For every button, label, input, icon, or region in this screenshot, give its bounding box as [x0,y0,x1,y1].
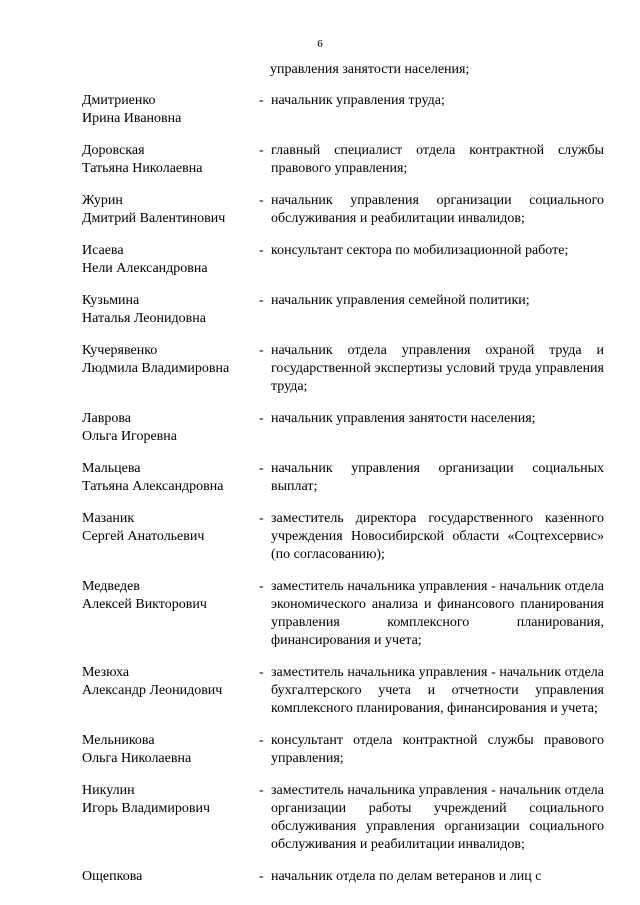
entry-dash: - [259,193,264,208]
person-given-name: Алексей Викторович [82,597,207,612]
entry-dash: - [259,243,264,258]
person-given-name: Татьяна Александровна [82,479,224,494]
person-surname: Кузьмина [82,293,140,308]
staff-entry [82,292,604,328]
staff-entry [82,782,604,854]
entry-dash: - [259,411,264,426]
person-name [82,510,259,564]
continued-position-text: управления занятости населения; [270,62,470,77]
person-surname: Мазаник [82,511,135,526]
staff-entry [82,460,604,496]
person-name [82,460,259,496]
entry-dash: - [259,511,264,526]
person-name [82,342,259,396]
person-given-name: Ольга Игоревна [82,429,177,444]
entry-dash: - [259,93,264,108]
person-surname: Исаева [82,243,124,258]
staff-entry [82,342,604,396]
person-name [82,868,259,886]
person-name [82,578,259,650]
staff-entry [82,510,604,564]
staff-entry [82,732,604,768]
entry-dash: - [259,665,264,680]
person-name [82,664,259,718]
person-name [82,242,259,278]
entry-dash: - [259,461,264,476]
person-surname: Журин [82,193,123,208]
entry-dash: - [259,343,264,358]
person-given-name: Ольга Николаевна [82,751,192,766]
person-position: консультант отдела контрактной службы правового управления; [271,733,604,766]
person-given-name: Александр Леонидович [82,683,223,698]
person-surname: Медведев [82,579,140,594]
person-name [82,410,259,446]
staff-list [82,92,604,886]
entry-dash: - [259,733,264,748]
person-given-name: Людмила Владимировна [82,361,230,376]
staff-entry [82,92,604,128]
person-surname: Мальцева [82,461,141,476]
person-given-name: Наталья Леонидовна [82,311,206,326]
staff-entry [82,242,604,278]
person-position: заместитель начальника управления - начальник отдела бухгалтерского учета и отчетности управления комплексного планирования, финансирования и учета; [271,665,604,716]
person-position: заместитель начальника управления - начальник отдела организации работы учреждений социального обслуживания управления организации социального обслуживания и реабилитации инвалидов; [271,783,604,852]
person-surname: Доровская [82,143,145,158]
person-given-name: Нели Александровна [82,261,208,276]
person-position: начальник управления организации социального обслуживания и реабилитации инвалидов; [271,193,604,226]
person-given-name: Дмитрий Валентинович [82,211,226,226]
person-position: заместитель директора государственного казенного учреждения Новосибирской области «Соцтехсервис» (по согласованию); [271,511,604,562]
staff-entry [82,142,604,178]
person-position: консультант сектора по мобилизационной работе; [271,243,569,258]
person-given-name: Сергей Анатольевич [82,529,205,544]
person-position: заместитель начальника управления - начальник отдела экономического анализа и финансового планирования управления комплексного планирования, финансирования и учета; [271,579,604,648]
person-name [82,142,259,178]
entry-dash: - [259,783,264,798]
person-name [82,192,259,228]
staff-entry [82,578,604,650]
entry-dash: - [259,579,264,594]
person-surname: Лаврова [82,411,131,426]
entry-dash: - [259,143,264,158]
person-surname: Никулин [82,783,135,798]
person-position: начальник отдела по делам ветеранов и лиц с [271,869,542,884]
person-surname: Дмитриенко [82,93,156,108]
entry-dash: - [259,869,264,884]
person-position: начальник управления труда; [271,93,445,108]
staff-entry [82,410,604,446]
person-name [82,92,259,128]
person-name [82,782,259,854]
person-position: главный специалист отдела контрактной службы правового управления; [271,143,604,176]
staff-entry [82,868,604,886]
person-position: начальник управления организации социальных выплат; [271,461,604,494]
person-name [82,732,259,768]
person-surname: Ощепкова [82,869,143,884]
person-given-name: Татьяна Николаевна [82,161,203,176]
staff-entry [82,192,604,228]
person-given-name: Игорь Владимирович [82,801,211,816]
person-position: начальник управления занятости населения; [271,411,536,426]
page-number: 6 [317,38,323,50]
person-given-name: Ирина Ивановна [82,111,182,126]
person-surname: Мельникова [82,733,155,748]
entry-dash: - [259,293,264,308]
person-name [82,292,259,328]
staff-entry [82,664,604,718]
person-position: начальник отдела управления охраной труда и государственной экспертизы условий труда управления труда; [271,343,604,394]
person-position: начальник управления семейной политики; [271,293,530,308]
person-surname: Кучерявенко [82,343,158,358]
person-surname: Мезюха [82,665,130,680]
